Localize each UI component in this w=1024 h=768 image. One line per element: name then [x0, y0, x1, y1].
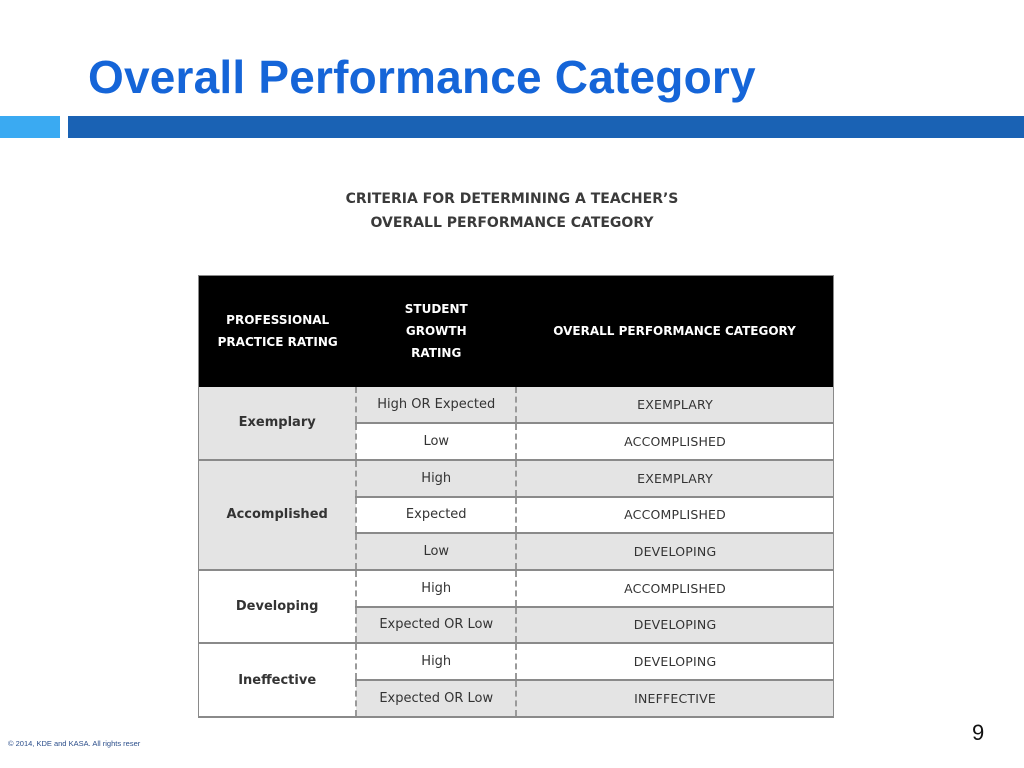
header-line: RATING [411, 346, 462, 361]
category-cell: ACCOMPLISHED [516, 423, 833, 460]
table-heading [0, 187, 1024, 235]
table-row [199, 643, 834, 680]
table-row [199, 570, 834, 607]
growth-cell: Expected [356, 497, 516, 534]
growth-cell: Low [356, 533, 516, 570]
growth-cell: Expected OR Low [356, 607, 516, 644]
category-cell: INEFFECTIVE [516, 680, 833, 717]
accent-bar-light [0, 116, 60, 138]
growth-cell: Low [356, 423, 516, 460]
criteria-table [198, 275, 834, 718]
category-cell: EXEMPLARY [516, 460, 833, 497]
table-row [199, 460, 834, 497]
category-cell: ACCOMPLISHED [516, 497, 833, 534]
table-row [199, 387, 834, 424]
header-line: GROWTH [405, 324, 467, 339]
header-student-growth-rating [356, 276, 516, 387]
growth-cell: High OR Expected [356, 387, 516, 424]
category-cell: EXEMPLARY [516, 387, 833, 424]
rating-cell: Developing [199, 570, 357, 643]
header-professional-practice-rating [199, 276, 357, 387]
category-cell: DEVELOPING [516, 533, 833, 570]
rating-cell: Ineffective [199, 643, 357, 716]
category-cell: ACCOMPLISHED [516, 570, 833, 607]
category-cell: DEVELOPING [516, 643, 833, 680]
growth-cell: High [356, 570, 516, 607]
growth-cell: Expected OR Low [356, 680, 516, 717]
category-cell: DEVELOPING [516, 607, 833, 644]
header-line: PROFESSIONAL [226, 313, 330, 328]
table-header-row [199, 276, 834, 387]
accent-bar-dark [68, 116, 1024, 138]
rating-cell: Exemplary [199, 387, 357, 460]
header-overall-performance-category: OVERALL PERFORMANCE CATEGORY [516, 276, 833, 387]
table-heading-line: OVERALL PERFORMANCE CATEGORY [370, 215, 654, 231]
table-heading-line: CRITERIA FOR DETERMINING A TEACHER’S [345, 191, 679, 207]
growth-cell: High [356, 643, 516, 680]
slide-title: Overall Performance Category [88, 51, 756, 103]
header-line: PRACTICE RATING [217, 335, 338, 350]
page-number: 9 [972, 720, 985, 745]
growth-cell: High [356, 460, 516, 497]
copyright-footer: © 2014, KDE and KASA. All rights reser [8, 739, 141, 748]
rating-cell: Accomplished [199, 460, 357, 570]
header-line: STUDENT [404, 302, 468, 317]
